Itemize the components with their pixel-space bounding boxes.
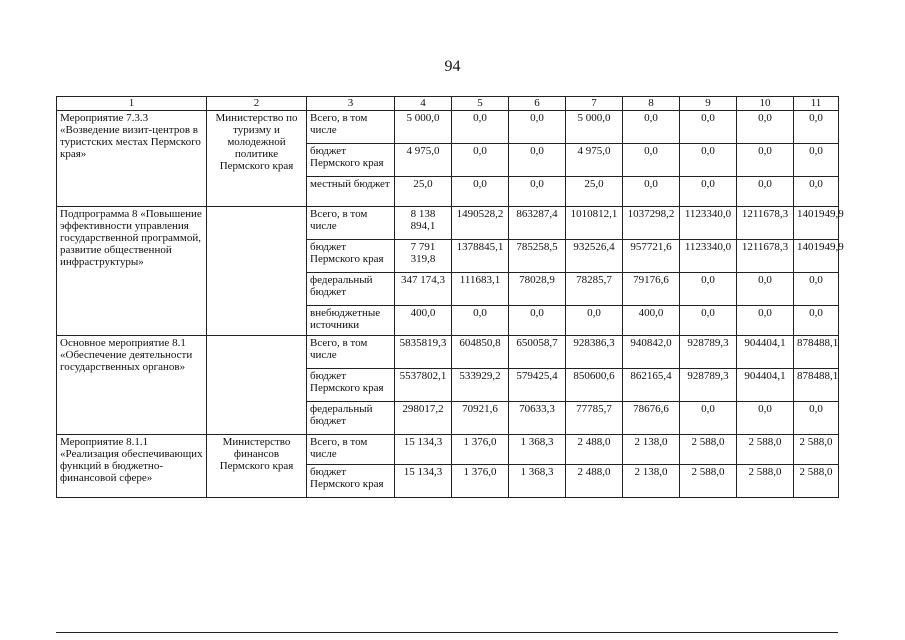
value-cell: 5 000,0 [395,111,452,144]
value-cell: 2 588,0 [794,435,839,465]
value-cell: 650058,7 [509,336,566,369]
value-cell: 0,0 [566,306,623,336]
value-cell: 0,0 [452,177,509,207]
value-cell: 0,0 [623,111,680,144]
value-cell: 2 588,0 [680,435,737,465]
value-cell: 1 376,0 [452,465,509,498]
value-cell: 347 174,3 [395,273,452,306]
value-cell: 0,0 [794,402,839,435]
funding-source: федеральный бюджет [307,402,395,435]
column-header: 8 [623,97,680,111]
value-cell: 2 138,0 [623,435,680,465]
value-cell: 79176,6 [623,273,680,306]
value-cell: 78285,7 [566,273,623,306]
value-cell: 0,0 [509,111,566,144]
activity-name: Мероприятие 8.1.1 «Реализация обеспечивающих функций в бюджетно-финансовой сфере» [57,435,207,498]
value-cell: 878488,1 [794,336,839,369]
value-cell: 0,0 [509,177,566,207]
value-cell: 78676,6 [623,402,680,435]
table-row [57,207,839,240]
funding-source: Всего, в том числе [307,207,395,240]
value-cell: 0,0 [737,144,794,177]
header-row [57,97,839,111]
value-cell: 0,0 [680,111,737,144]
value-cell: 2 588,0 [794,465,839,498]
funding-source: бюджет Пермского края [307,465,395,498]
value-cell: 1378845,1 [452,240,509,273]
column-header: 2 [207,97,307,111]
value-cell: 4 975,0 [566,144,623,177]
value-cell: 0,0 [737,177,794,207]
column-header: 11 [794,97,839,111]
value-cell: 2 588,0 [680,465,737,498]
value-cell: 932526,4 [566,240,623,273]
value-cell: 15 134,3 [395,435,452,465]
value-cell: 1211678,3 [737,240,794,273]
value-cell: 928789,3 [680,369,737,402]
column-header: 1 [57,97,207,111]
activity-name: Мероприятие 7.3.3 «Возведение визит-центров в туристских местах Пермского края» [57,111,207,207]
funding-source: внебюджетные источники [307,306,395,336]
value-cell: 0,0 [794,144,839,177]
value-cell: 15 134,3 [395,465,452,498]
executor: Министерство финансов Пермского края [207,435,307,498]
value-cell: 0,0 [509,306,566,336]
value-cell: 928789,3 [680,336,737,369]
value-cell: 0,0 [680,306,737,336]
value-cell: 2 588,0 [737,465,794,498]
funding-source: бюджет Пермского края [307,369,395,402]
value-cell: 878488,1 [794,369,839,402]
value-cell: 0,0 [680,177,737,207]
value-cell: 957721,6 [623,240,680,273]
value-cell: 78028,9 [509,273,566,306]
column-header: 4 [395,97,452,111]
page-bottom-rule [56,632,838,633]
value-cell: 1 368,3 [509,435,566,465]
column-header: 6 [509,97,566,111]
column-header: 5 [452,97,509,111]
value-cell: 0,0 [509,144,566,177]
value-cell: 0,0 [623,177,680,207]
executor: Министерство по туризму и молодежной политике Пермского края [207,111,307,207]
value-cell: 4 975,0 [395,144,452,177]
value-cell: 1010812,1 [566,207,623,240]
value-cell: 579425,4 [509,369,566,402]
table-row [57,435,839,465]
activity-name: Подпрограмма 8 «Повышение эффективности управления государственной программой, развитие общественной инфраструктуры» [57,207,207,336]
value-cell: 533929,2 [452,369,509,402]
value-cell: 0,0 [794,177,839,207]
funding-source: бюджет Пермского края [307,240,395,273]
value-cell: 0,0 [452,306,509,336]
funding-source: Всего, в том числе [307,111,395,144]
value-cell: 1401949,9 [794,240,839,273]
value-cell: 0,0 [680,144,737,177]
value-cell: 2 488,0 [566,465,623,498]
funding-source: местный бюджет [307,177,395,207]
funding-source: федеральный бюджет [307,273,395,306]
value-cell: 111683,1 [452,273,509,306]
value-cell: 0,0 [794,111,839,144]
value-cell: 0,0 [794,273,839,306]
value-cell: 1 368,3 [509,465,566,498]
value-cell: 2 488,0 [566,435,623,465]
activity-name: Основное мероприятие 8.1 «Обеспечение деятельности государственных органов» [57,336,207,435]
value-cell: 25,0 [395,177,452,207]
value-cell: 0,0 [623,144,680,177]
value-cell: 0,0 [794,306,839,336]
value-cell: 1123340,0 [680,207,737,240]
value-cell: 0,0 [680,273,737,306]
executor [207,336,307,435]
value-cell: 1037298,2 [623,207,680,240]
value-cell: 7 791 319,8 [395,240,452,273]
value-cell: 298017,2 [395,402,452,435]
value-cell: 0,0 [452,144,509,177]
value-cell: 25,0 [566,177,623,207]
value-cell: 5537802,1 [395,369,452,402]
page-number: 94 [444,58,461,75]
value-cell: 1211678,3 [737,207,794,240]
value-cell: 862165,4 [623,369,680,402]
funding-source: Всего, в том числе [307,435,395,465]
value-cell: 400,0 [395,306,452,336]
value-cell: 5 000,0 [566,111,623,144]
value-cell: 604850,8 [452,336,509,369]
value-cell: 0,0 [737,402,794,435]
value-cell: 863287,4 [509,207,566,240]
value-cell: 0,0 [452,111,509,144]
value-cell: 8 138 894,1 [395,207,452,240]
table-row [57,111,839,144]
value-cell: 0,0 [737,306,794,336]
value-cell: 400,0 [623,306,680,336]
column-header: 10 [737,97,794,111]
value-cell: 1401949,9 [794,207,839,240]
value-cell: 77785,7 [566,402,623,435]
column-header: 9 [680,97,737,111]
value-cell: 904404,1 [737,369,794,402]
value-cell: 5835819,3 [395,336,452,369]
value-cell: 1 376,0 [452,435,509,465]
value-cell: 940842,0 [623,336,680,369]
value-cell: 928386,3 [566,336,623,369]
value-cell: 70921,6 [452,402,509,435]
funding-source: бюджет Пермского края [307,144,395,177]
executor [207,207,307,336]
value-cell: 1123340,0 [680,240,737,273]
value-cell: 850600,6 [566,369,623,402]
value-cell: 0,0 [737,111,794,144]
column-header: 7 [566,97,623,111]
value-cell: 1490528,2 [452,207,509,240]
value-cell: 2 138,0 [623,465,680,498]
value-cell: 70633,3 [509,402,566,435]
value-cell: 0,0 [680,402,737,435]
value-cell: 785258,5 [509,240,566,273]
budget-table [56,96,844,498]
funding-source: Всего, в том числе [307,336,395,369]
value-cell: 0,0 [737,273,794,306]
value-cell: 904404,1 [737,336,794,369]
column-header: 3 [307,97,395,111]
table-row [57,336,839,369]
value-cell: 2 588,0 [737,435,794,465]
